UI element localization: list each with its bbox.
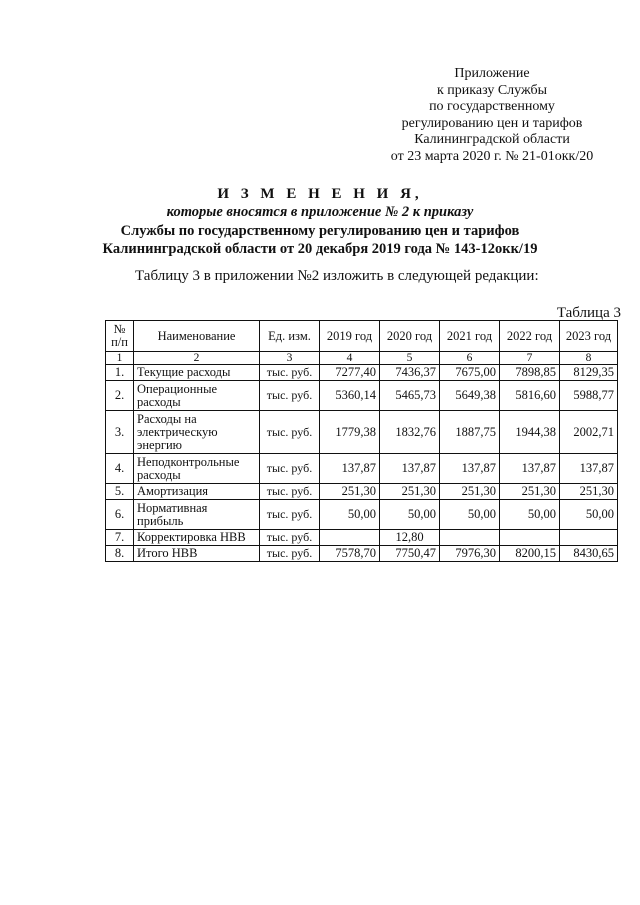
row-number: 5. bbox=[106, 484, 134, 500]
appendix-line: к приказу Службы bbox=[437, 82, 547, 98]
row-number: 4. bbox=[106, 454, 134, 484]
table-caption: Таблица 3 bbox=[556, 305, 621, 321]
row-unit: тыс. руб. bbox=[260, 365, 320, 381]
value-cell: 251,30 bbox=[320, 484, 380, 500]
appendix-block bbox=[372, 66, 612, 166]
table-header-row bbox=[106, 321, 618, 352]
table-row bbox=[106, 546, 618, 562]
instruction-text: Таблицу 3 в приложении №2 изложить в следующей редакции: bbox=[135, 268, 539, 284]
value-cell: 5360,14 bbox=[320, 381, 380, 411]
table-row bbox=[106, 500, 618, 530]
document-title: И З М Е Н Е Н И Я, bbox=[217, 186, 423, 202]
header-cell: 2023 год bbox=[560, 321, 618, 352]
value-cell: 137,87 bbox=[380, 454, 440, 484]
row-number: 7. bbox=[106, 530, 134, 546]
column-number-cell: 2 bbox=[134, 352, 260, 365]
value-cell: 8200,15 bbox=[500, 546, 560, 562]
value-cell: 7436,37 bbox=[380, 365, 440, 381]
value-cell: 50,00 bbox=[440, 500, 500, 530]
row-unit: тыс. руб. bbox=[260, 411, 320, 454]
column-number-cell: 8 bbox=[560, 352, 618, 365]
header-cell: 2021 год bbox=[440, 321, 500, 352]
value-cell: 7976,30 bbox=[440, 546, 500, 562]
row-unit: тыс. руб. bbox=[260, 530, 320, 546]
value-cell: 7898,85 bbox=[500, 365, 560, 381]
column-number-row bbox=[106, 352, 618, 365]
value-cell: 1779,38 bbox=[320, 411, 380, 454]
value-cell: 50,00 bbox=[560, 500, 618, 530]
value-cell: 137,87 bbox=[320, 454, 380, 484]
row-name: Текущие расходы bbox=[134, 365, 260, 381]
row-number: 8. bbox=[106, 546, 134, 562]
value-cell bbox=[560, 530, 618, 546]
column-number-cell: 1 bbox=[106, 352, 134, 365]
row-unit: тыс. руб. bbox=[260, 484, 320, 500]
value-cell: 50,00 bbox=[500, 500, 560, 530]
value-cell: 251,30 bbox=[500, 484, 560, 500]
row-unit: тыс. руб. bbox=[260, 500, 320, 530]
value-cell: 2002,71 bbox=[560, 411, 618, 454]
column-number-cell: 6 bbox=[440, 352, 500, 365]
value-cell: 137,87 bbox=[500, 454, 560, 484]
header-cell: Ед. изм. bbox=[260, 321, 320, 352]
row-unit: тыс. руб. bbox=[260, 454, 320, 484]
value-cell bbox=[440, 530, 500, 546]
header-cell: 2020 год bbox=[380, 321, 440, 352]
appendix-line: по государственному bbox=[429, 99, 555, 115]
row-number: 3. bbox=[106, 411, 134, 454]
value-cell: 50,00 bbox=[320, 500, 380, 530]
tariff-table bbox=[105, 320, 618, 562]
appendix-line: регулированию цен и тарифов bbox=[401, 115, 583, 131]
heading-line-2: Службы по государственному регулированию цен и тарифов bbox=[120, 222, 520, 239]
row-name: Итого НВВ bbox=[134, 546, 260, 562]
value-cell: 251,30 bbox=[560, 484, 618, 500]
value-cell: 1887,75 bbox=[440, 411, 500, 454]
table-row bbox=[106, 381, 618, 411]
value-cell: 7750,47 bbox=[380, 546, 440, 562]
heading-line-3: Калининградской области от 20 декабря 2019 года № 143-12окк/19 bbox=[102, 241, 538, 257]
value-cell: 1944,38 bbox=[500, 411, 560, 454]
value-cell: 8430,65 bbox=[560, 546, 618, 562]
column-number-cell: 3 bbox=[260, 352, 320, 365]
value-cell: 8129,35 bbox=[560, 365, 618, 381]
column-number-cell: 5 bbox=[380, 352, 440, 365]
appendix-line: от 23 марта 2020 г. № 21-01окк/20 bbox=[390, 148, 594, 164]
row-name: Операционные расходы bbox=[134, 381, 260, 411]
appendix-line: Приложение bbox=[454, 66, 530, 81]
value-cell: 137,87 bbox=[560, 454, 618, 484]
value-cell: 5649,38 bbox=[440, 381, 500, 411]
value-cell: 251,30 bbox=[440, 484, 500, 500]
value-cell: 5465,73 bbox=[380, 381, 440, 411]
column-number-cell: 4 bbox=[320, 352, 380, 365]
header-cell: Наименование bbox=[134, 321, 260, 352]
value-cell: 50,00 bbox=[380, 500, 440, 530]
row-unit: тыс. руб. bbox=[260, 546, 320, 562]
header-cell: 2019 год bbox=[320, 321, 380, 352]
column-number-cell: 7 bbox=[500, 352, 560, 365]
row-name: Корректировка НВВ bbox=[134, 530, 260, 546]
value-cell: 251,30 bbox=[380, 484, 440, 500]
value-cell: 1832,76 bbox=[380, 411, 440, 454]
row-name: Амортизация bbox=[134, 484, 260, 500]
heading-line-1: которые вносятся в приложение № 2 к приказу bbox=[166, 204, 474, 220]
row-name: Неподконтрольные расходы bbox=[134, 454, 260, 484]
value-cell: 5988,77 bbox=[560, 381, 618, 411]
table-row bbox=[106, 530, 618, 546]
table-row bbox=[106, 365, 618, 381]
table-row bbox=[106, 484, 618, 500]
value-cell bbox=[500, 530, 560, 546]
document-heading bbox=[0, 186, 640, 259]
appendix-line: Калининградской области bbox=[414, 132, 570, 148]
row-unit: тыс. руб. bbox=[260, 381, 320, 411]
row-number: 2. bbox=[106, 381, 134, 411]
header-cell: 2022 год bbox=[500, 321, 560, 352]
value-cell: 7675,00 bbox=[440, 365, 500, 381]
row-name: Расходы на электрическую энергию bbox=[134, 411, 260, 454]
value-cell: 12,80 bbox=[380, 530, 440, 546]
value-cell bbox=[320, 530, 380, 546]
value-cell: 137,87 bbox=[440, 454, 500, 484]
row-number: 6. bbox=[106, 500, 134, 530]
table-row bbox=[106, 454, 618, 484]
header-cell: № п/п bbox=[106, 321, 134, 352]
value-cell: 7578,70 bbox=[320, 546, 380, 562]
row-number: 1. bbox=[106, 365, 134, 381]
value-cell: 7277,40 bbox=[320, 365, 380, 381]
value-cell: 5816,60 bbox=[500, 381, 560, 411]
row-name: Нормативная прибыль bbox=[134, 500, 260, 530]
table-row bbox=[106, 411, 618, 454]
